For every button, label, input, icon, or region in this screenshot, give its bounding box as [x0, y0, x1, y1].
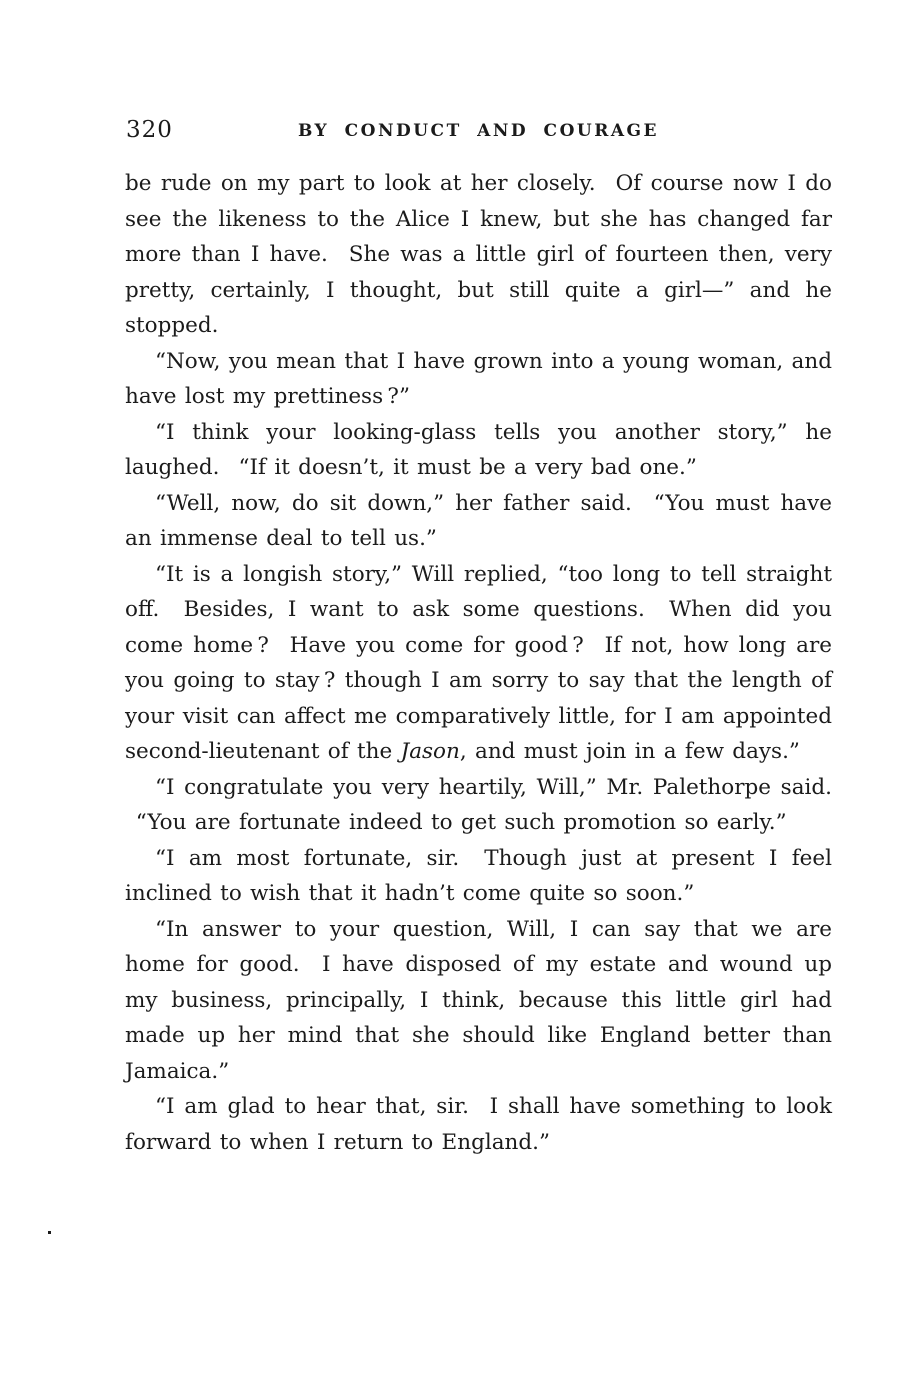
paragraph-3: “I think your looking-glass tells you another story,” he laughed. “If it doesn’t, it must be a very bad one.”	[125, 419, 832, 480]
paragraph-8: “In answer to your question, Will, I can say that we are home for good. I have disposed of my estate and wound up my business, principally, I think, because this little girl had made up her mind that she should like England better than Jamaica.”	[125, 916, 832, 1084]
paragraph-7: “I am most fortunate, sir. Though just at present I feel inclined to wish that it hadn’t come quite so soon.”	[125, 845, 832, 906]
paragraph-5	[125, 557, 832, 770]
page-number: 320	[126, 117, 173, 143]
ink-speck	[48, 1231, 51, 1234]
running-title: BY CONDUCT AND COURAGE	[297, 121, 659, 141]
paragraph-2: “Now, you mean that I have grown into a young woman, and have lost my prettiness ?”	[125, 348, 832, 409]
page-header	[125, 117, 832, 145]
paragraph-6: “I congratulate you very heartily, Will,” Mr. Palethorpe said. “You are fortunate indeed to get such promotion so early.”	[125, 774, 832, 835]
paragraph-1: be rude on my part to look at her closely. Of course now I do see the likeness to the Alice I knew, but she has changed far more than I have. She was a little girl of fourteen then, very pretty, certainly, I thought, but still quite a girl—” and he stopped.	[125, 171, 832, 338]
ship-name-italic: Jason	[400, 739, 460, 764]
paragraph-4: “Well, now, do sit down,” her father said. “You must have an immense deal to tell us.”	[125, 490, 832, 551]
text-block	[125, 166, 832, 1160]
paragraph-5-segment-3: , and must join in a few days.”	[459, 739, 800, 764]
paragraph-5-segment-1: “It is a longish story,” Will replied, “too long to tell straight off. Besides, I want to ask some questions. When did you come home ? Have you come for good ? If not, how long are you going to stay ? though I am sorry to say that the length of your visit can affect me comparatively little, for I am appointed second-lieutenant of the	[125, 561, 832, 764]
paragraph-9: “I am glad to hear that, sir. I shall have something to look forward to when I return to England.”	[125, 1094, 832, 1155]
